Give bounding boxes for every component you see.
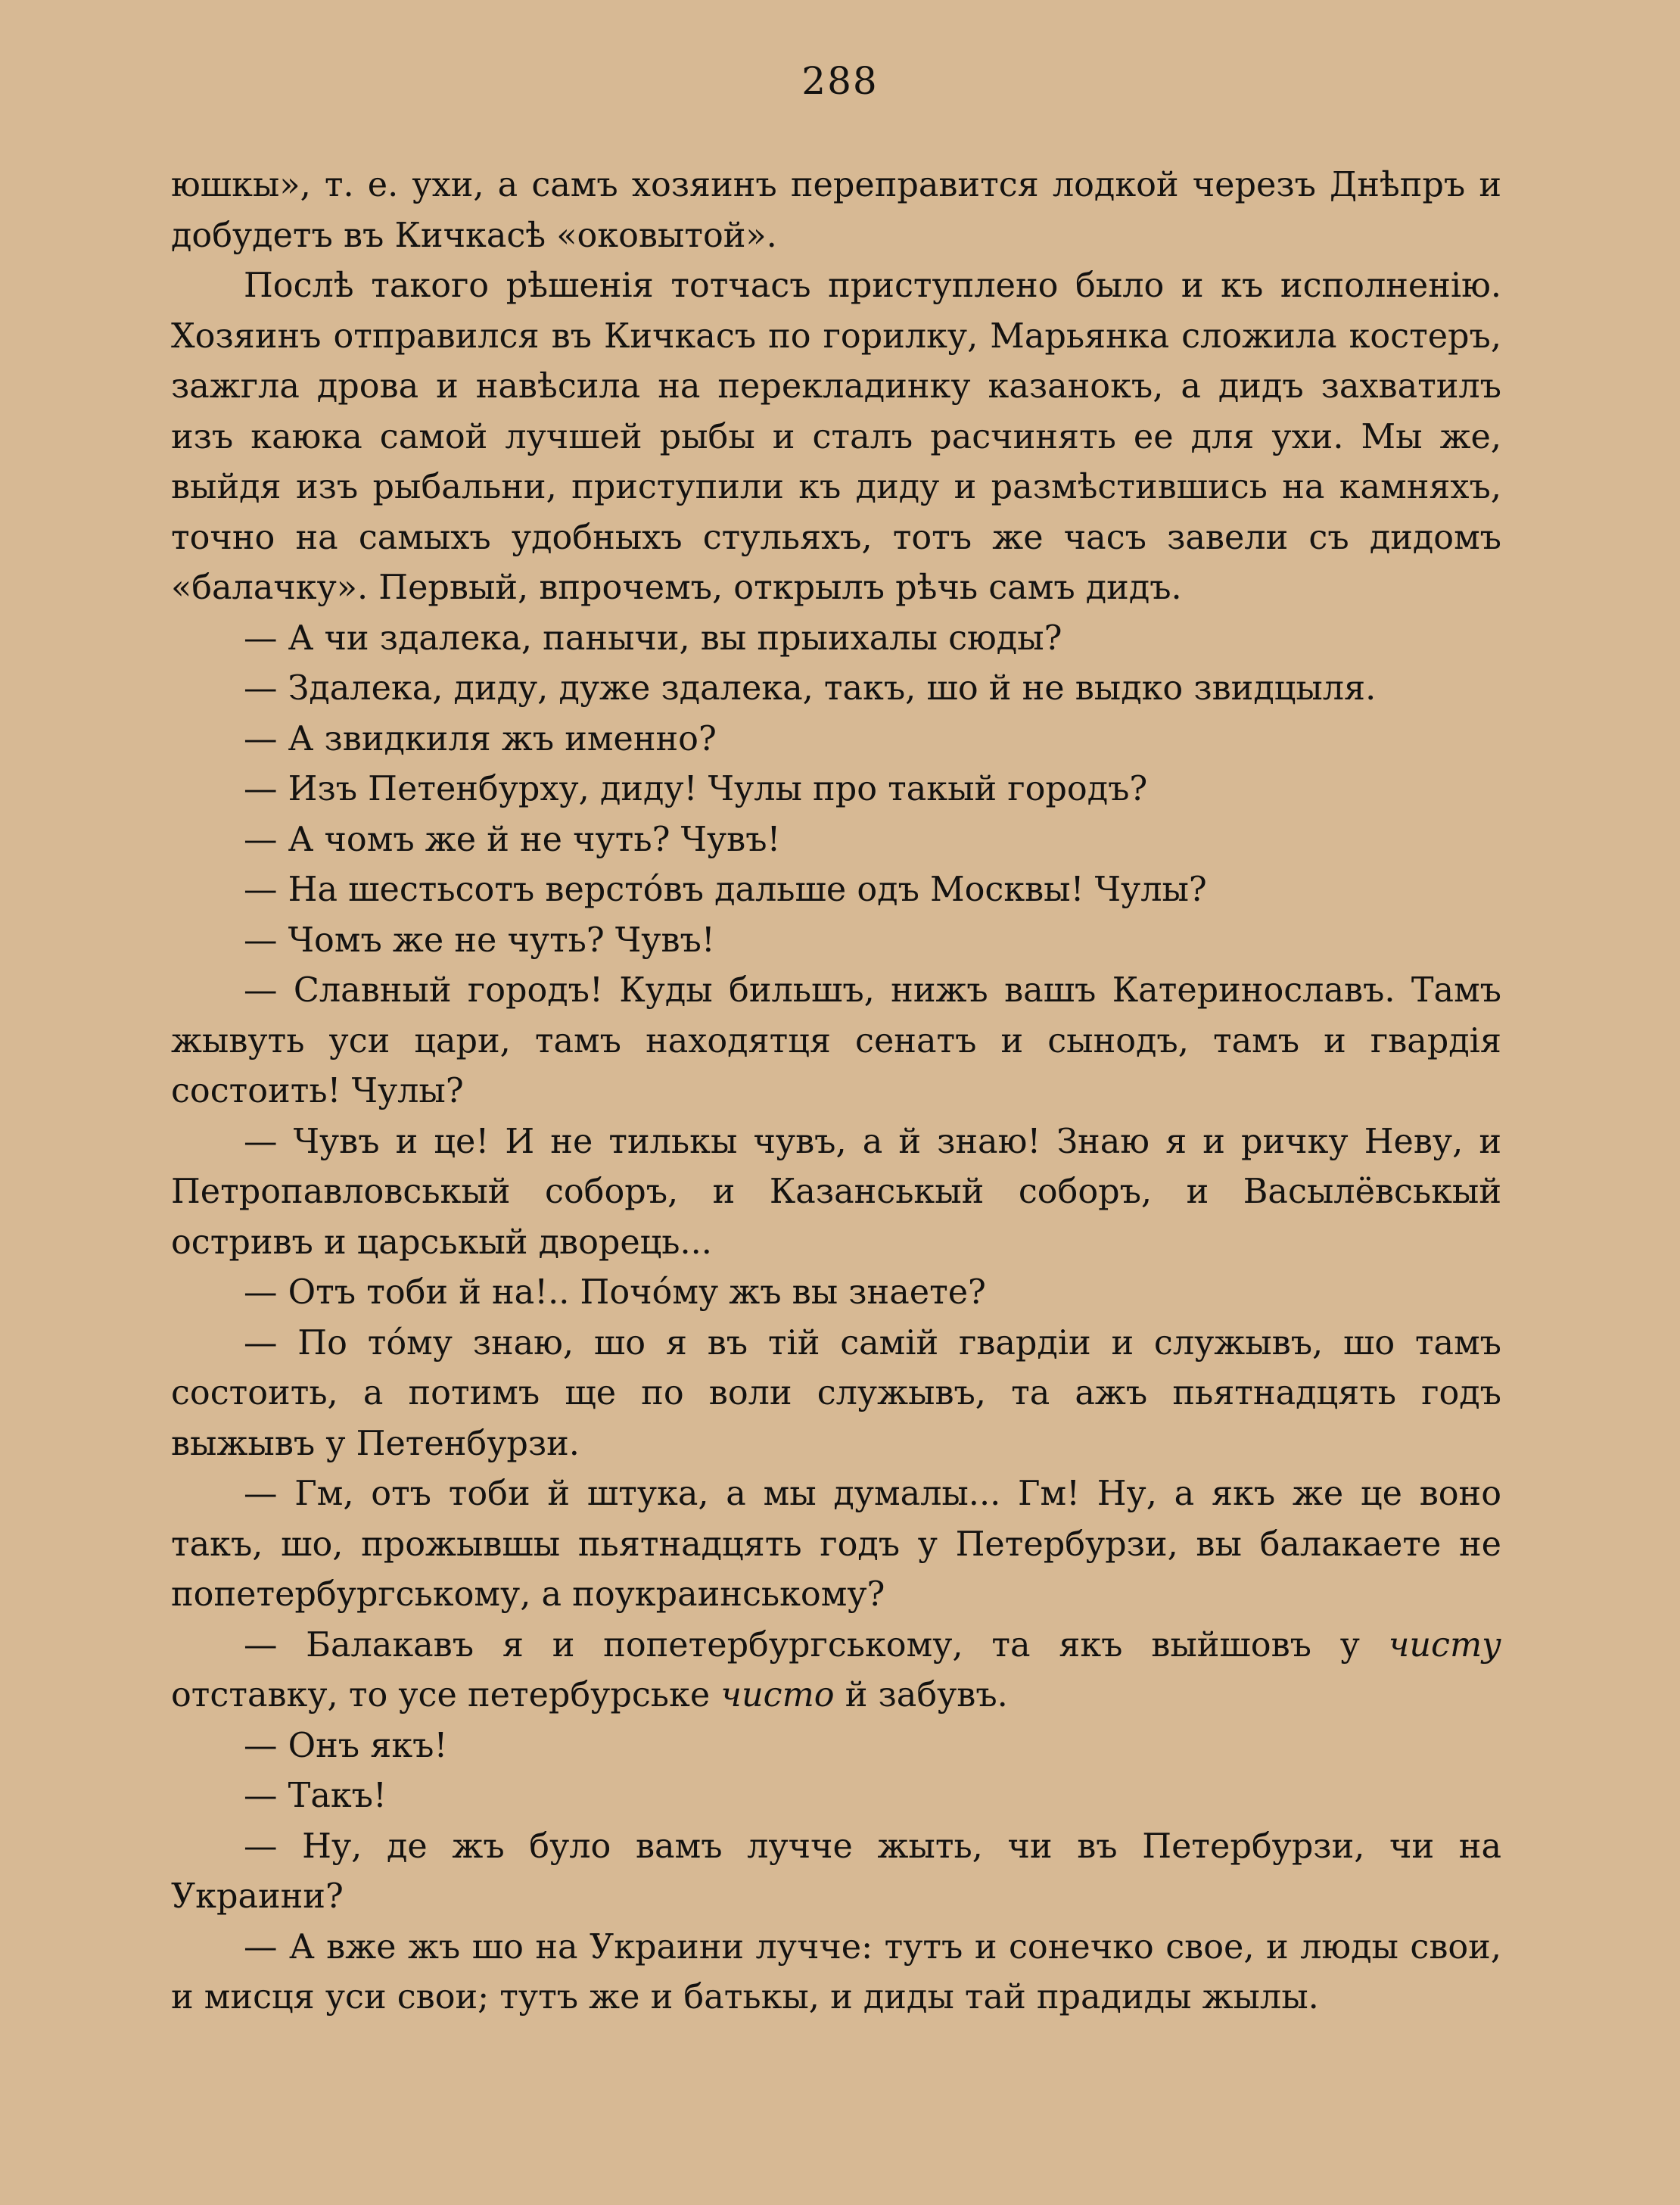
dialogue-line: — Онъ якъ! (244, 1726, 448, 1765)
dialogue-line: — По тóму знаю, шо я въ тій самій гвардіи и служывъ, шо тамъ состоить, а потимъ ще по воли служывъ, та ажъ пьятнадцять годъ выжывъ у Петенбурзи. (171, 1323, 1501, 1463)
paragraph-continuation: юшкы», т. е. ухи, а самъ хозяинъ переправится лодкой черезъ Днѣпръ и добудетъ въ Кичкасѣ «оковытой». (171, 166, 1501, 255)
dialogue-line: — Ну, де жъ було вамъ лучче жыть, чи въ Петербурзи, чи на Украини? (171, 1827, 1501, 1916)
dialogue-line: — На шестьсотъ верстóвъ дальше одъ Москвы! Чулы? (244, 870, 1207, 909)
page-number: 288 (801, 59, 879, 103)
dialogue-line: — Изъ Петенбурху, диду! Чулы про такый городъ? (244, 770, 1148, 808)
dialogue-line: — Славный городъ! Куды бильшъ, нижъ вашъ Катеринославъ. Тамъ жывуть уси цари, тамъ находятця сенатъ и сынодъ, тамъ и гвардія состоить! Чулы? (171, 971, 1501, 1110)
dialogue-line: — Отъ тоби й на!.. Почóму жъ вы знаете? (244, 1273, 986, 1312)
dialogue-line: — А чи здалека, панычи, вы прыихалы сюды? (244, 618, 1062, 658)
dialogue-line: — А звидкиля жъ именно? (244, 719, 717, 758)
dialogue-line-italic: — Балакавъ я и попетербургському, та якъ выйшовъ у чисту отставку, то усе петербурське чисто й забувъ. (171, 1625, 1501, 1714)
dialogue-line: — Гм, отъ тоби й штука, а мы думалы... Гм! Ну, а якъ же це воно такъ, шо, прожывшы пьятнадцять годъ у Петербурзи, вы балакаете не попетербургському, а поукраинському? (171, 1475, 1501, 1614)
dialogue-line: — Такъ! (244, 1777, 387, 1815)
dialogue-line: — Чувъ и це! И не тилькы чувъ, а й знаю! Знаю я и ричку Неву, и Петропавловськый соборъ, и Казанськый соборъ, и Васылёвськый остривъ и царськый дворець... (171, 1122, 1501, 1262)
text-body (171, 160, 1501, 2023)
dialogue-line: — Чомъ же не чуть? Чувъ! (244, 920, 715, 960)
dialogue-line: — Здалека, диду, дуже здалека, такъ, шо й не выдко звидцыля. (244, 669, 1377, 708)
dialogue-line: — А чомъ же й не чуть? Чувъ! (244, 820, 781, 859)
dialogue-line: — А вже жъ шо на Украини лучче: тутъ и сонечко свое, и люды свои, и мисця уси свои; тутъ же и батькы, и диды тай прадиды жылы. (171, 1927, 1501, 2017)
paragraph-narrative: Послѣ такого рѣшенія тотчасъ приступлено было и къ исполненію. Хозяинъ отправился въ Кичкасъ по горилку, Марьянка сложила костеръ, зажгла дрова и навѣсила на перекладинку казанокъ, а дидъ захватилъ изъ каюка самой лучшей рыбы и сталъ расчинять ее для ухи. Мы же, выйдя изъ рыбальни, приступили къ диду и размѣстившись на камняхъ, точно на самыхъ удобныхъ стульяхъ, тотъ же часъ завели съ дидомъ «балачку». Первый, впрочемъ, открылъ рѣчь самъ дидъ. (171, 266, 1501, 607)
